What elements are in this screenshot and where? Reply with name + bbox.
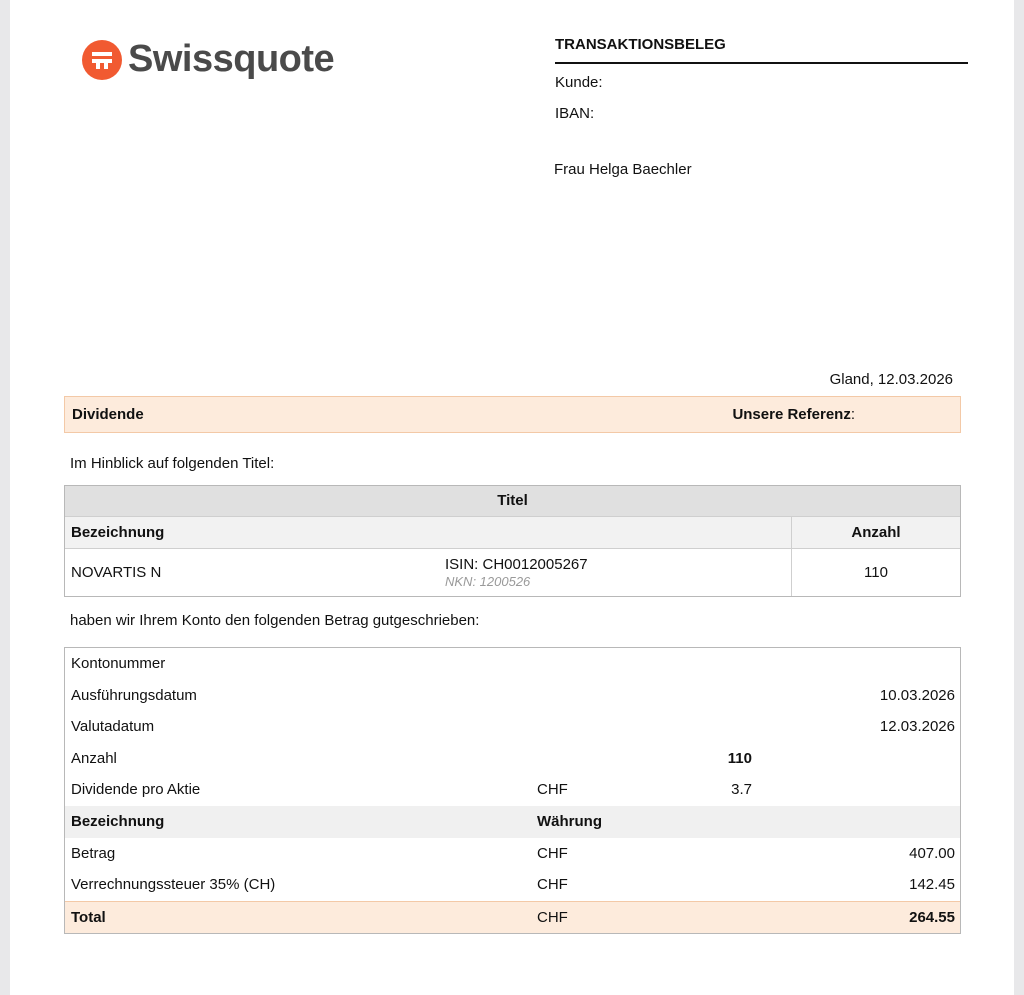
valutadatum-label: Valutadatum [71,718,155,736]
iban-label: IBAN: [555,105,595,122]
head-bezeichnung: Bezeichnung [71,812,165,830]
anzahl-label: Anzahl [71,749,117,767]
dividende-label: Dividende pro Aktie [71,781,201,799]
document-title: TRANSAKTIONSBELEG [555,36,968,64]
betrag-currency: CHF [537,844,568,862]
total-currency: CHF [537,908,568,926]
document-header [555,36,968,122]
section-title: Dividende [72,406,144,423]
amount-table [64,647,961,934]
reference-label-text: Unsere Referenz [732,406,851,423]
col-bezeichnung: Bezeichnung [65,517,792,548]
kunde-label: Kunde: [555,74,603,91]
kontonummer-label: Kontonummer [71,655,166,672]
security-identifiers [439,549,792,596]
security-anzahl: 110 [864,564,888,581]
dividende-currency: CHF [537,781,568,799]
row-betrag [65,838,960,870]
table-row [65,548,960,596]
dividende-value: 3.7 [731,781,752,799]
anzahl-value: 110 [727,749,752,767]
ausfuehrungsdatum-value: 10.03.2026 [879,686,955,704]
col-anzahl: Anzahl [851,524,901,541]
valutadatum-value: 12.03.2026 [879,718,955,736]
recipient-name: Frau Helga Baechler [554,161,692,178]
titel-table-header-row [65,516,960,548]
document-page [10,0,1014,995]
row-ausfuehrungsdatum [65,680,960,712]
intro-text: Im Hinblick auf folgenden Titel: [70,455,275,472]
brand-name: Swissquote [128,38,335,80]
verrechnungssteuer-currency: CHF [537,876,568,894]
row-total [65,901,960,934]
nkn: NKN: 1200526 [445,574,531,589]
credit-text: haben wir Ihrem Konto den folgenden Betrag gutgeschrieben: [70,612,480,629]
betrag-label: Betrag [71,844,116,862]
betrag-value: 407.00 [909,844,955,862]
row-verrechnungssteuer [65,869,960,901]
row-valutadatum [65,711,960,743]
titel-table [64,485,961,597]
place-date: Gland, 12.03.2026 [829,371,953,388]
row-anzahl [65,743,960,775]
swissquote-logo [82,38,334,81]
row-dividende-pro-aktie [65,774,960,806]
security-name: NOVARTIS N [71,564,162,581]
total-label: Total [71,908,106,926]
row-kontonummer [65,648,960,680]
isin: ISIN: CH0012005267 [445,556,588,573]
total-value: 264.55 [909,908,955,926]
reference-colon: : [850,406,855,423]
head-waehrung: Währung [537,812,602,830]
swissquote-logo-icon [82,40,122,80]
verrechnungssteuer-value: 142.45 [909,876,955,894]
amount-table-header-row [65,806,960,838]
section-bar [64,396,961,433]
titel-table-heading: Titel [65,486,960,516]
reference-label [732,406,855,423]
ausfuehrungsdatum-label: Ausführungsdatum [71,686,197,704]
verrechnungssteuer-label: Verrechnungssteuer 35% (CH) [71,876,276,894]
